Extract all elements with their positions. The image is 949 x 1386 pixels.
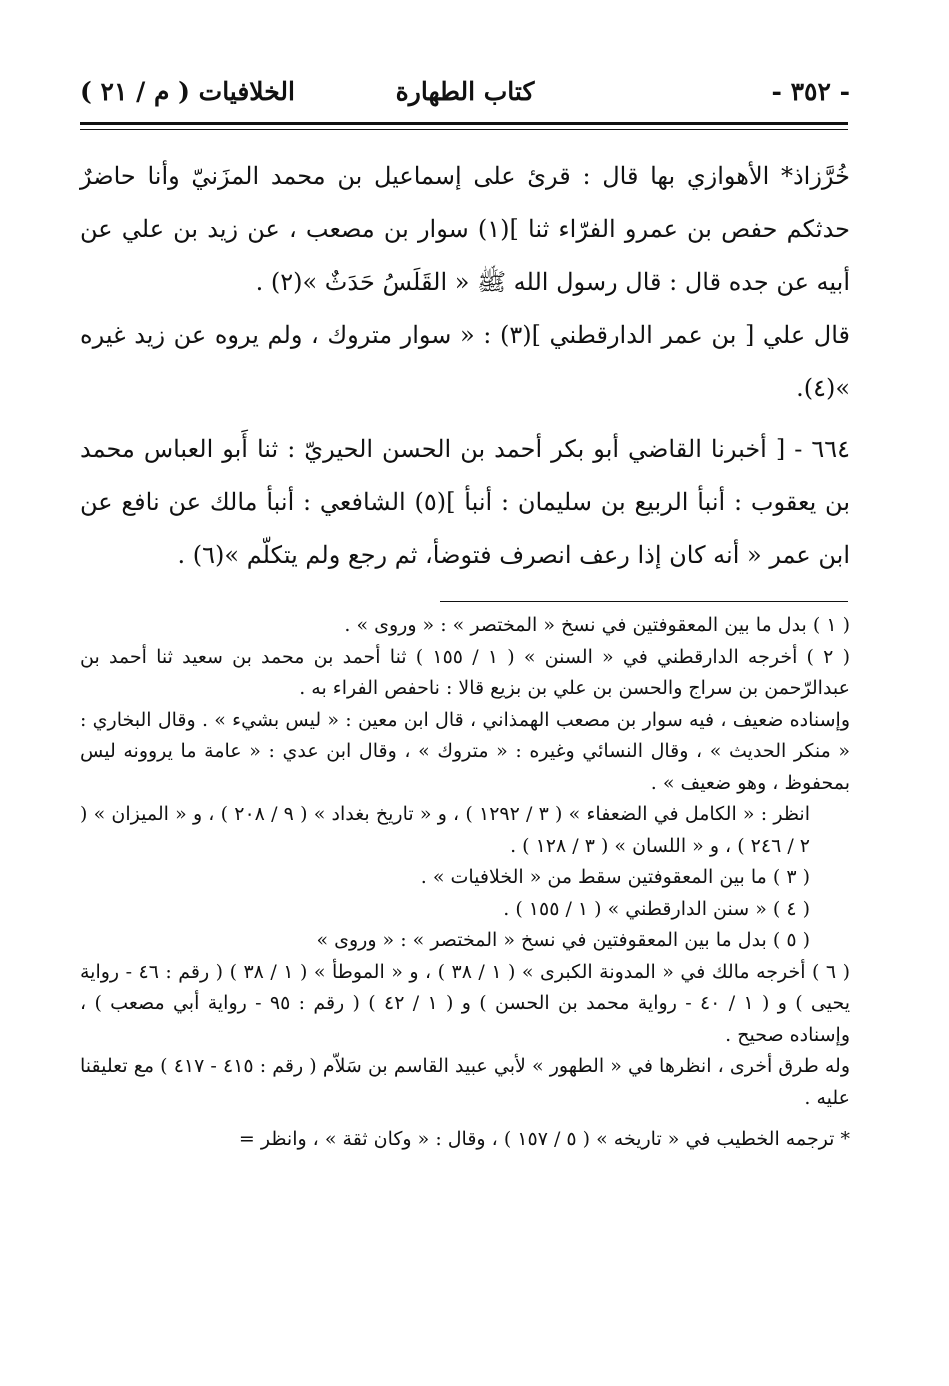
biography-note: * ترجمه الخطيب في « تاريخه » ( ٥ / ١٥٧ ) ، وقال : « وكان ثقة » ، وانظر = — [238, 1128, 850, 1150]
running-header — [80, 72, 850, 116]
footnote: ( ٤ ) « سنن الدارقطني » ( ١ / ١٥٥ ) . — [503, 897, 810, 920]
footnote: ( ٣ ) ما بين المعقوفتين سقط من « الخلافيات » . — [420, 866, 810, 888]
paragraph: خُرَّزاذ* الأهوازي بها قال : قرئ على إسماعيل بن محمد المزَنيّ وأنا حاضرٌ حدثكم حفص بن عمرو الفرّاء ثنا ](١) سوار بن مصعب ، عن زيد بن علي عن أبيه عن جده قال : قال رسول الله ﷺ « القَلَسُ حَدَثٌ »(٢) . — [80, 162, 851, 296]
book-title: كتاب الطهارة — [395, 77, 535, 106]
paragraph: قال علي [ بن عمر الدارقطني ](٣) : « سوار متروك ، ولم يروه عن زيد غيره »(٤). — [80, 321, 851, 402]
footnote-continuation: انظر : « الكامل في الضعفاء » ( ٣ / ١٢٩٢ ) ، و « تاريخ بغداد » ( ٩ / ٢٠٨ ) ، و « الميزان » ( ٢ / ٢٤٦ ) ، و « اللسان » ( ٣ / ١٢٨ ) . — [80, 803, 810, 857]
footnote-separator — [440, 601, 848, 602]
footnote: ( ١ ) بدل ما بين المعقوفتين في نسخ « المختصر » : « وروى » . — [344, 614, 850, 636]
footnote: ( ٢ ) أخرجه الدارقطني في « السنن » ( ١ / ١٥٥ ) ثنا أحمد بن محمد بن سعيد ثنا أحمد بن عبدالرّحمن بن سراج والحسن بن علي بن بزيع قالا : ناحفص الفراء به . — [80, 645, 850, 699]
header-rule-thick — [80, 122, 848, 125]
page-number: - ٣٥٢ - — [771, 77, 850, 106]
footnotes — [80, 610, 850, 1156]
series-volume: الخلافيات ( م / ٢١ ) — [80, 77, 295, 106]
header-rule-thin — [80, 129, 848, 130]
footnote: ( ٥ ) بدل ما بين المعقوفتين في نسخ « المختصر » : « وروى » — [316, 929, 810, 951]
paragraph-hadith-664: ٦٦٤ - [ أخبرنا القاضي أبو بكر أحمد بن الحسن الحيريّ : ثنا أَبو العباس محمد بن يعقوب : أنبأ الربيع بن سليمان : أنبأ ](٥) الشافعي : أنبأ مالك عن نافع عن ابن عمر « أنه كان إذا رعف انصرف فتوضأ، ثم رجع ولم يتكلّم »(٦) . — [80, 435, 850, 569]
footnote: ( ٦ ) أخرجه مالك في « المدونة الكبرى » ( ١ / ٣٨ ) ، و « الموطأ » ( ١ / ٣٨ ) ( رقم : ٤٦ - رواية يحيى ) و ( ١ / ٤٠ - رواية محمد بن الحسن ) و ( ١ / ٤٢ ) ( رقم : ٩٥ - رواية أبي مصعب ) ، وإسناده صحيح . — [80, 960, 851, 1046]
main-text — [80, 150, 850, 582]
footnote-continuation: وله طرق أخرى ، انظرها في « الطهور » لأبي عبيد القاسم بن سَلاّم ( رقم : ٤١٥ - ٤١٧ ) مع تعليقنا عليه . — [80, 1055, 850, 1109]
footnote-continuation: وإسناده ضعيف ، فيه سوار بن مصعب الهمذاني ، قال ابن معين : « ليس بشيء » . وقال البخاري : « منكر الحديث » ، وقال النسائي وغيره : « متروك » ، وقال ابن عدي : « عامة ما يروونه ليس بمحفوظ ، وهو ضعيف » . — [80, 708, 850, 794]
